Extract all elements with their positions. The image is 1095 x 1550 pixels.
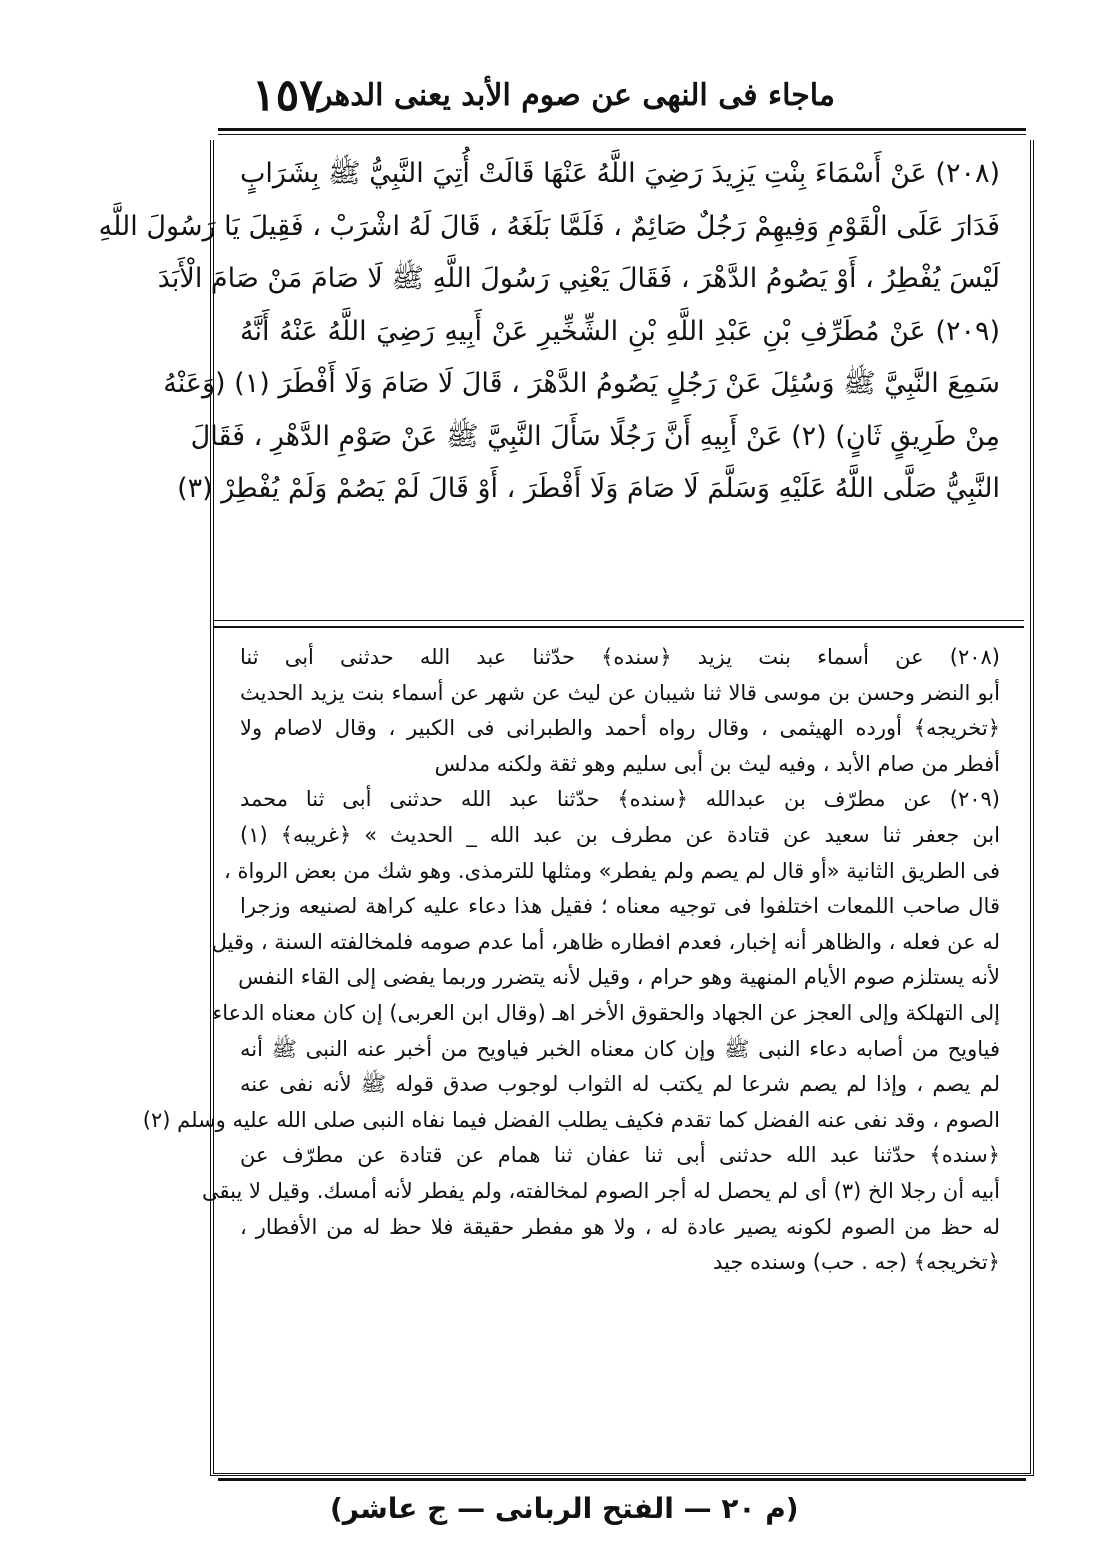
commentary-line: الصوم ، وقد نفى عنه الفضل كما تقدم فكيف يطلب الفضل فيما نفاه النبى صلى الله عليه وسلم (٢): [142, 1107, 1000, 1132]
commentary-line: أبيه أن رجلا الخ (٣) أى لم يحصل له أجر الصوم لمخالفته، ولم يفطر لأنه أمسك. وقيل لا يبقى: [202, 1178, 1000, 1203]
commentary-line: أفطر من صام الأبد ، وفيه ليث بن أبى سليم وهو ثقة ولكنه مدلس: [434, 751, 1000, 776]
commentary-line: فى الطريق الثانية «أو قال لم يصم ولم يفطر» ومثلها للترمذى. وهو شك من بعض الرواة ،: [223, 858, 1000, 883]
commentary-line: أبو النضر وحسن بن موسى قالا ثنا شيبان عن ليث عن شهر عن أسماء بنت يزيد الحديث: [240, 680, 1000, 705]
hadith-line: فَدَارَ عَلَى الْقَوْمِ وَفِيهِمْ رَجُلٌ صَائِمٌ ، فَلَمَّا بَلَغَهُ ، قَالَ لَهُ اشْرَبْ ، فَقِيلَ يَا رَسُولَ اللَّهِ: [98, 210, 1000, 242]
header-rule-thin: [218, 134, 1026, 135]
section-divider: [214, 620, 1024, 621]
commentary-line: ﴿تخريجه﴾ أورده الهيثمى ، وقال رواه أحمد والطبرانى فى الكبير ، وقال لاصام ولا: [240, 716, 1000, 741]
hadith-line: مِنْ طَرِيقٍ ثَانٍ) (٢) عَنْ أَبِيهِ أَنَّ رَجُلًا سَأَلَ النَّبِيَّ ﷺ عَنْ صَوْمِ الدَّهْرِ ، فَقَالَ: [190, 420, 1000, 452]
commentary-line: ابن جعفر ثنا سعيد عن قتادة عن مطرف بن عبد الله _ الحديث » ﴿غريبه﴾ (١): [240, 822, 1000, 847]
hadith-line: سَمِعَ النَّبِيَّ ﷺ وَسُئِلَ عَنْ رَجُلٍ يَصُومُ الدَّهْرَ ، قَالَ لَا صَامَ وَلَا أَفْطَرَ (١) (وَعَنْهُ: [163, 368, 1000, 399]
running-title: ماجاء فى النهى عن صوم الأبد يعنى الدهر: [317, 78, 835, 113]
commentary-line: لأنه يستلزم صوم الأيام المنهية وهو حرام ، وقيل لأنه يتضرر وربما يفضى إلى القاء النفس: [238, 965, 1000, 990]
commentary-line: فياويح من أصابه دعاء النبى ﷺ وإن كان معناه الخبر فياويح من أخبر عنه النبى ﷺ أنه: [240, 1036, 1000, 1061]
commentary-line: (٢٠٨) عن أسماء بنت يزيد ﴿سنده﴾ حدّثنا عبد الله حدثنى أبى ثنا: [240, 645, 1000, 669]
commentary-line: (٢٠٩) عن مطرّف بن عبدالله ﴿سنده﴾ حدّثنا عبد الله حدثنى أبى ثنا محمد: [240, 787, 1000, 812]
hadith-line: لَيْسَ يُفْطِرُ ، أَوْ يَصُومُ الدَّهْرَ ، فَقَالَ يَعْنِي رَسُولَ اللَّهِ ﷺ لَا صَامَ مَنْ صَامَ الْأَبَدَ: [157, 263, 1000, 294]
section-divider-thick: [214, 626, 1024, 628]
hadith-line: (٢٠٩) عَنْ مُطَرِّفِ بْنِ عَبْدِ اللَّهِ بْنِ الشِّخِّيرِ عَنْ أَبِيهِ رَضِيَ اللَّهُ عَنْهُ أَنَّهُ: [240, 315, 1000, 347]
footer-signature: (م ٢٠ — الفتح الربانى — ج عاشر): [330, 1492, 799, 1525]
commentary-line: ﴿سنده﴾ حدّثنا عبد الله حدثنى أبى ثنا عفان ثنا همام عن قتادة عن مطرّف عن: [240, 1143, 1000, 1168]
header-rule: [218, 128, 1026, 131]
footer-rule: [218, 1478, 1026, 1481]
commentary-line: لم يصم ، وإذا لم يصم شرعا لم يكتب له الثواب لوجوب صدق قوله ﷺ لأنه نفى عنه: [240, 1072, 1000, 1097]
hadith-line: النَّبِيُّ صَلَّى اللَّهُ عَلَيْهِ وَسَلَّمَ لَا صَامَ وَلَا أَفْطَرَ ، أَوْ قَالَ لَمْ يَصُمْ وَلَمْ يُفْطِرْ (٣): [177, 473, 1000, 504]
page-number: ١٥٧: [252, 70, 323, 121]
commentary-line: قال صاحب اللمعات اختلفوا فى توجيه معناه ؛ فقيل هذا دعاء عليه كراهة لصنيعه وزجرا: [240, 894, 1000, 919]
commentary-line: له عن فعله ، والظاهر أنه إخبار، فعدم افطاره ظاهر، أما عدم صومه فلمخالفته السنة ، وقيل: [211, 929, 1000, 954]
hadith-line: (٢٠٨) عَنْ أَسْمَاءَ بِنْتِ يَزِيدَ رَضِيَ اللَّهُ عَنْهَا قَالَتْ أُتِيَ النَّبِيُّ ﷺ بِشَرَابٍ: [240, 158, 1000, 189]
commentary-line: له حظ من الصوم لكونه يصير عادة له ، ولا هو مفطر حقيقة فلا حظ له من الأفطار ،: [240, 1214, 1000, 1239]
hadith-text: [98, 148, 1000, 516]
commentary-line: ﴿تخريجه﴾ (جه . حب) وسنده جيد: [713, 1250, 1000, 1275]
commentary-line: إلى التهلكة وإلى العجز عن الجهاد والحقوق الأخر اهـ (وقال ابن العربى) إن كان معناه الدعاء: [212, 1000, 1000, 1025]
commentary-text: [142, 640, 1000, 1281]
